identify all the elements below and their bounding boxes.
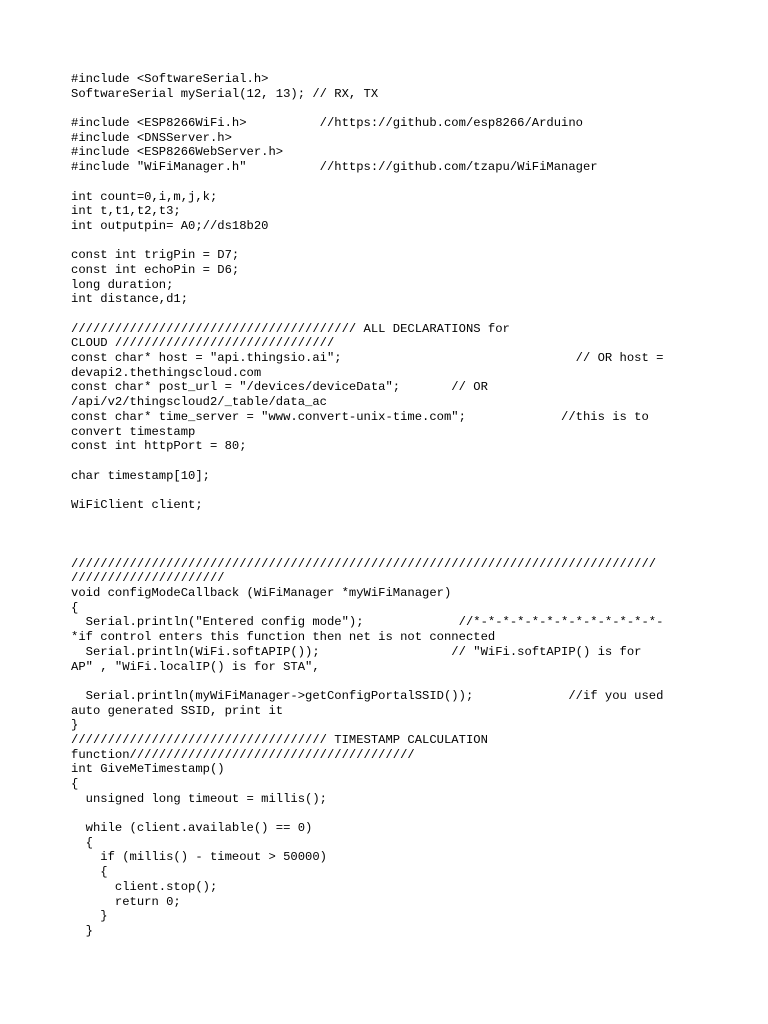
code-line: *if control enters this function then net is not connected <box>71 630 496 645</box>
code-line <box>71 513 731 528</box>
code-line: /api/v2/thingscloud2/_table/data_ac <box>71 395 327 410</box>
code-line: int outputpin= A0;//ds18b20 <box>71 218 269 233</box>
code-line: client.stop(); <box>71 879 218 894</box>
code-line: Serial.println("Entered config mode"); //*-*-*-*-*-*-*-*-*-*-*-*-*- <box>71 615 664 630</box>
code-line: int GiveMeTimestamp() <box>71 762 225 777</box>
code-line: /////////////////////////////////////// ALL DECLARATIONS for <box>71 321 510 336</box>
code-line: char timestamp[10]; <box>71 468 210 483</box>
code-line: } <box>71 718 79 733</box>
code-line: WiFiClient client; <box>71 497 203 512</box>
code-line: { <box>71 777 79 791</box>
code-line <box>71 806 731 821</box>
code-line <box>71 483 731 498</box>
code-line: unsigned long timeout = millis(); <box>71 791 327 806</box>
code-line: function/////////////////////////////////////// <box>71 747 415 762</box>
code-line: //////////////////////////////////////////////////////////////////////////////// <box>71 556 657 571</box>
code-line: #include <ESP8266WebServer.h> <box>71 145 284 160</box>
code-line: AP" , "WiFi.localIP() is for STA", <box>71 659 320 674</box>
code-line <box>71 542 731 557</box>
code-line: const char* post_url = "/devices/deviceData"; // OR <box>71 380 488 395</box>
code-line <box>71 175 731 190</box>
code-line: } <box>71 923 93 938</box>
code-line: if (millis() - timeout > 50000) <box>71 850 327 865</box>
code-line <box>71 101 731 116</box>
code-line: } <box>71 909 108 924</box>
code-line: #include "WiFiManager.h" //https://github.com/tzapu/WiFiManager <box>71 160 598 175</box>
code-line: int t,t1,t2,t3; <box>71 204 181 219</box>
code-line: auto generated SSID, print it <box>71 703 284 718</box>
code-line: CLOUD ////////////////////////////// <box>71 336 335 351</box>
code-line: SoftwareSerial mySerial(12, 13); // RX, TX <box>71 86 379 101</box>
code-line: while (client.available() == 0) <box>71 821 313 836</box>
code-line: int distance,d1; <box>71 292 189 307</box>
code-line <box>71 234 731 249</box>
code-line: return 0; <box>71 894 181 909</box>
code-line: void configModeCallback (WiFiManager *myWiFiManager) <box>71 586 452 601</box>
code-line: long duration; <box>71 277 174 292</box>
code-line: #include <DNSServer.h> <box>71 130 232 145</box>
code-line: const int trigPin = D7; <box>71 248 240 263</box>
code-line <box>71 674 731 689</box>
code-line: #include <SoftwareSerial.h> <box>71 72 269 86</box>
code-line: ///////////////////// <box>71 571 225 586</box>
code-line: { <box>71 865 108 880</box>
code-line <box>71 527 731 542</box>
code-line: /////////////////////////////////// TIMESTAMP CALCULATION <box>71 732 488 747</box>
code-line: const char* time_server = "www.convert-unix-time.com"; //this is to <box>71 409 649 424</box>
code-line: devapi2.thethingscloud.com <box>71 365 262 380</box>
code-line: Serial.println(myWiFiManager->getConfigPortalSSID()); //if you used <box>71 688 664 703</box>
code-line: Serial.println(WiFi.softAPIP()); // "WiFi.softAPIP() is for <box>71 644 642 659</box>
code-line: const char* host = "api.thingsio.ai"; // OR host = <box>71 351 664 366</box>
code-line <box>71 454 731 469</box>
code-line: const int httpPort = 80; <box>71 439 247 454</box>
code-line <box>71 307 731 322</box>
code-line: { <box>71 835 93 850</box>
code-line: int count=0,i,m,j,k; <box>71 189 218 204</box>
code-line: const int echoPin = D6; <box>71 262 240 277</box>
document-page <box>71 72 731 939</box>
code-listing <box>71 72 731 939</box>
code-line: convert timestamp <box>71 424 196 439</box>
code-line: #include <ESP8266WiFi.h> //https://github.com/esp8266/Arduino <box>71 116 583 131</box>
code-line: { <box>71 600 79 615</box>
